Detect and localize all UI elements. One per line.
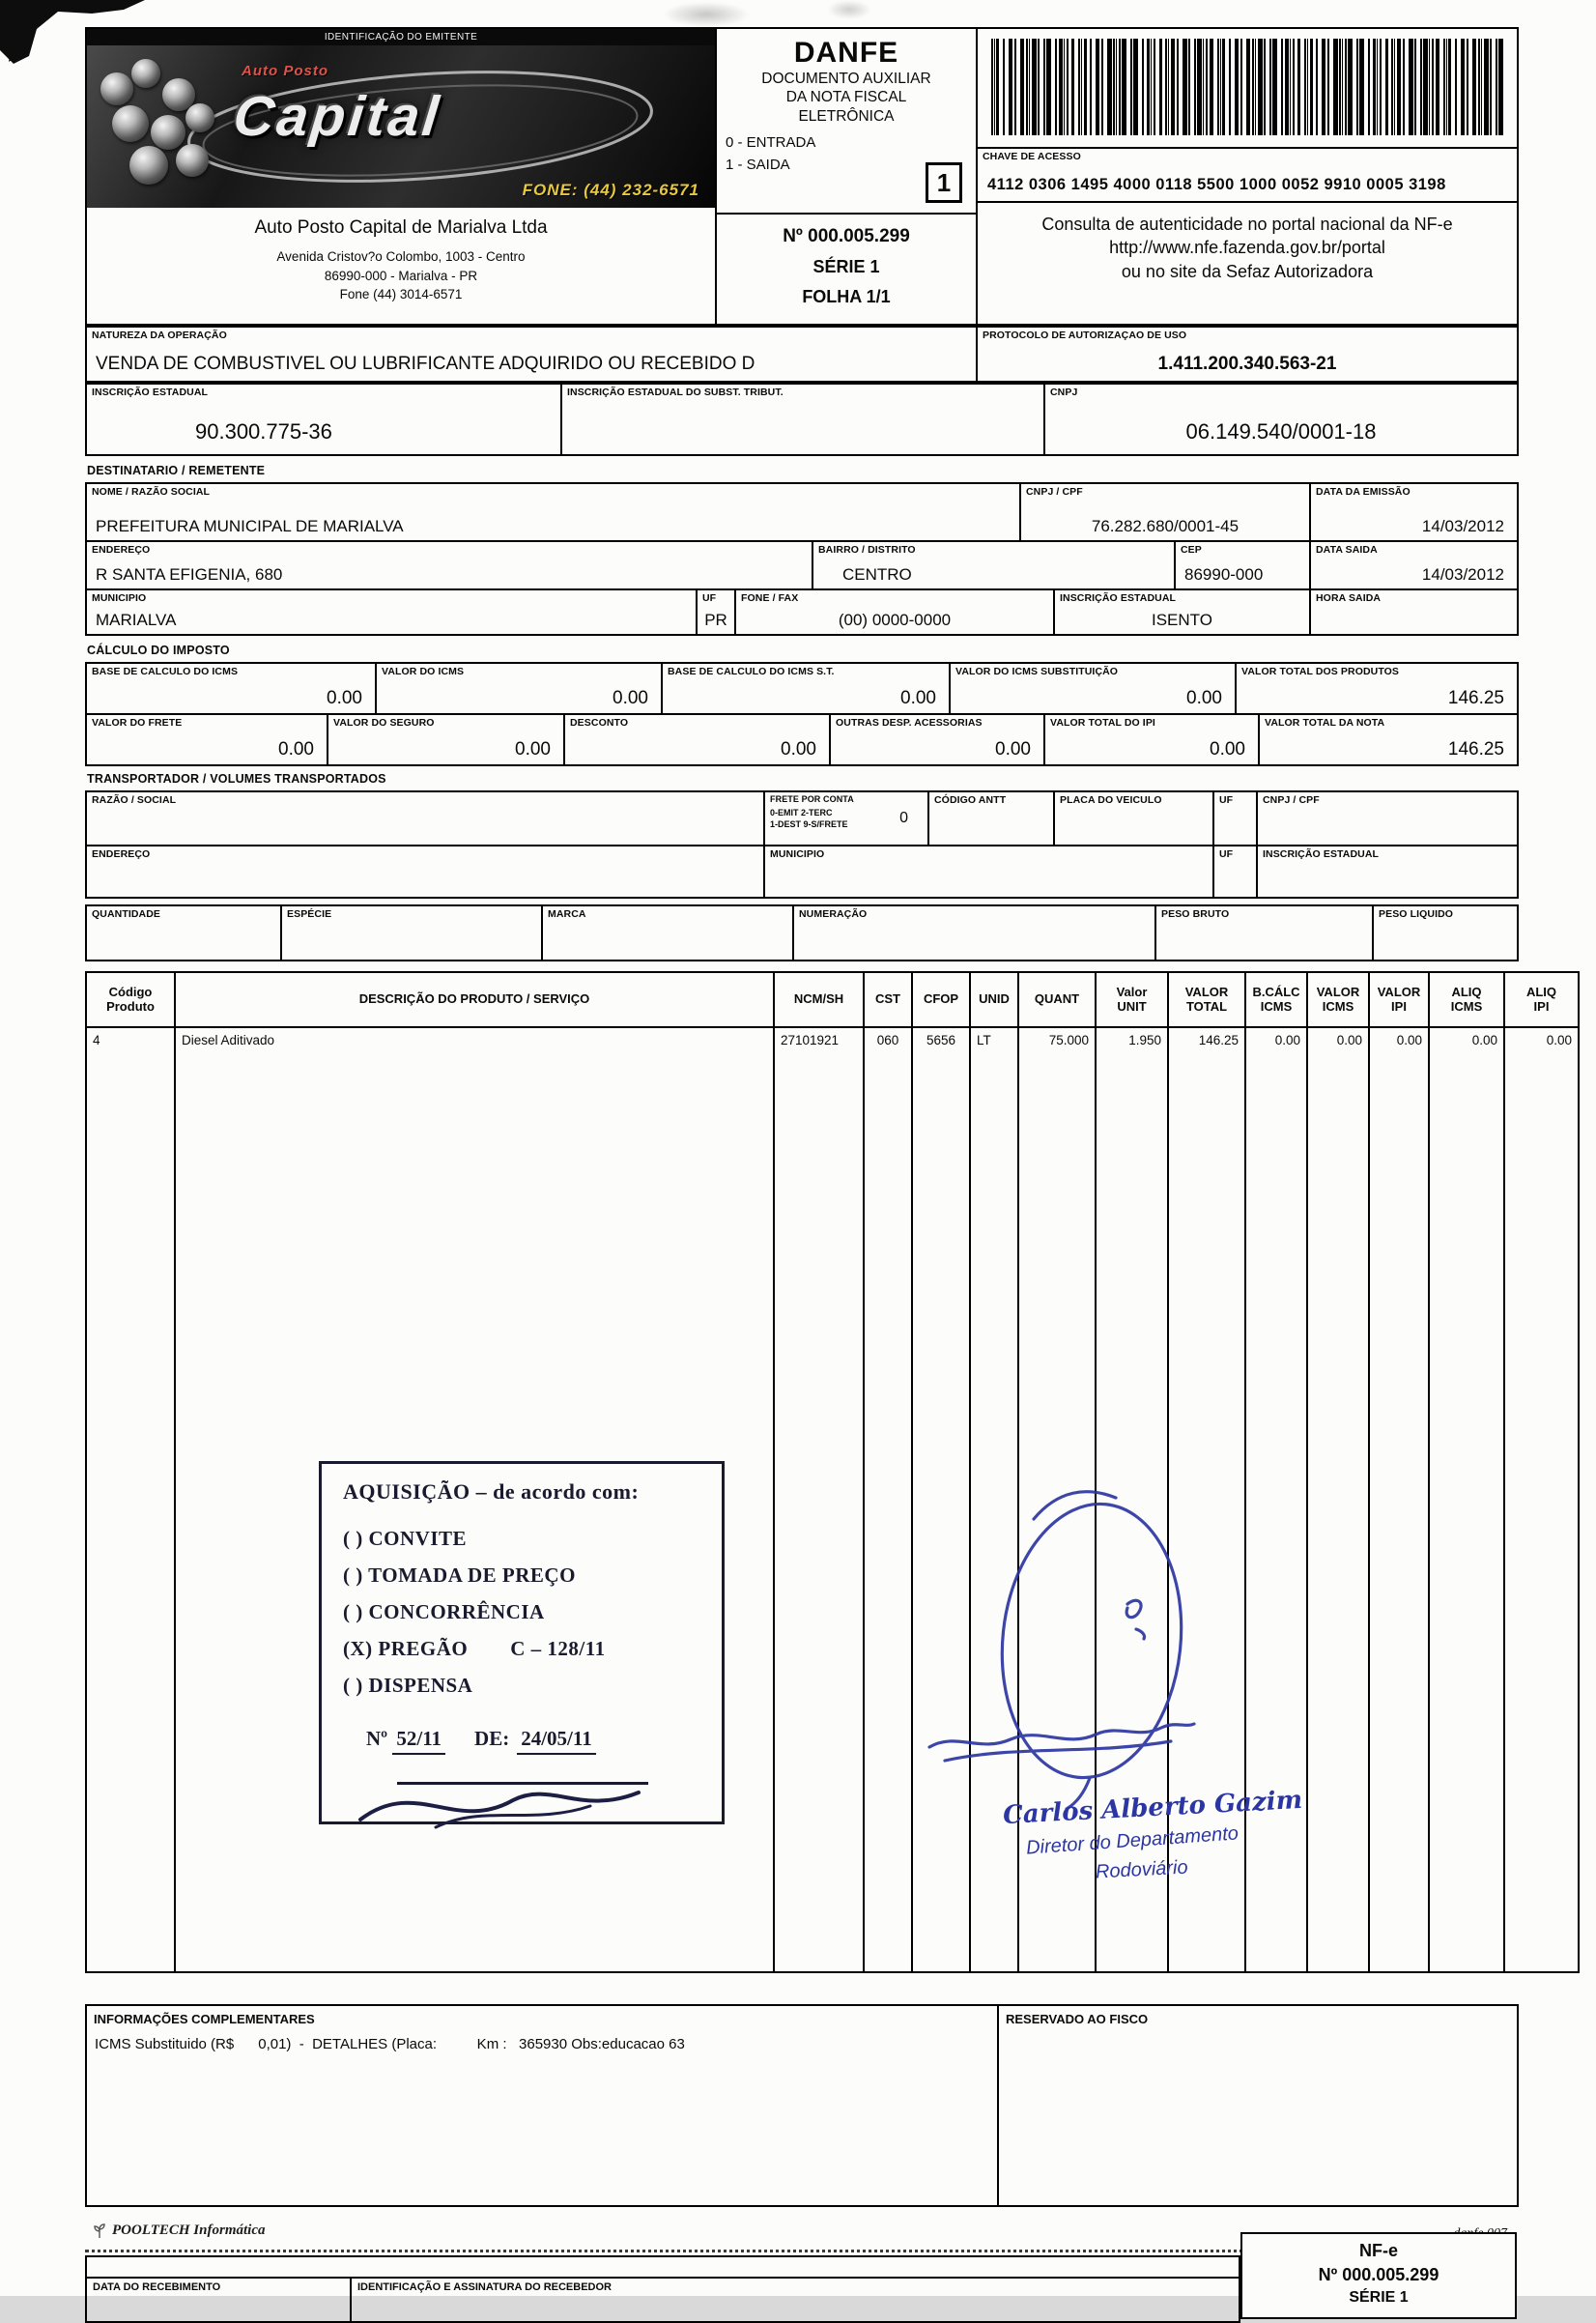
volumes-block <box>85 904 1519 961</box>
header-line: NCM/SH <box>793 991 844 1007</box>
col-header-descricao <box>176 973 775 1028</box>
field-value: 0.00 <box>781 739 816 760</box>
field-label: ESPÉCIE <box>287 908 332 920</box>
col-header-ncm <box>775 973 865 1028</box>
inscricao-estadual-field <box>87 385 562 456</box>
transportador-block <box>85 790 1519 899</box>
scan-smudge <box>663 2 750 27</box>
imposto-block <box>85 662 1519 766</box>
logo-wordmark: Capital <box>230 85 444 148</box>
header-line: ICMS <box>1450 998 1483 1014</box>
informacoes-complementares-text: ICMS Substituido (R$ 0,01) - DETALHES (Placa: Km : 365930 Obs:educacao 63 <box>95 2036 685 2052</box>
header-line: IPI <box>1391 998 1407 1014</box>
danfe-box <box>717 29 978 326</box>
stamp-items <box>343 1520 700 1704</box>
field-label: PROTOCOLO DE AUTORIZAÇAO DE USO <box>983 330 1187 341</box>
field-label: VALOR DO SEGURO <box>333 717 435 729</box>
procurement-stamp <box>319 1461 725 1824</box>
acesso-box <box>978 29 1519 326</box>
reservado-fisco-box <box>999 2006 1519 2207</box>
imposto-field <box>565 715 831 766</box>
field-label: HORA SAIDA <box>1316 592 1382 604</box>
header-line: ICMS <box>1322 998 1354 1014</box>
imposto-field <box>328 715 565 766</box>
field-value: VENDA DE COMBUSTIVEL OU LUBRIFICANTE ADQUIRIDO OU RECEBIDO D <box>96 354 755 374</box>
stamp-num-value: 52/11 <box>392 1727 445 1755</box>
saida-label: 1 - SAIDA <box>726 157 790 174</box>
field-label: FONE / FAX <box>741 592 799 604</box>
field-label: ENDEREÇO <box>92 544 151 556</box>
field-value: 0.00 <box>278 739 314 760</box>
field-label: QUANTIDADE <box>92 908 160 920</box>
field-label: ENDEREÇO <box>92 848 151 860</box>
header-line: CFOP <box>923 991 959 1007</box>
field-label: INSCRIÇÃO ESTADUAL <box>92 387 209 398</box>
cell-valor-total: 146.25 <box>1169 1028 1246 1973</box>
logo-ball <box>131 59 160 88</box>
field-label: CNPJ <box>1050 387 1078 398</box>
bairro-field <box>813 542 1176 590</box>
informacoes-complementares-box <box>87 2006 999 2207</box>
logo-ball <box>129 146 168 185</box>
stamp-item-pregao <box>343 1630 700 1667</box>
nfe-folha: FOLHA 1/1 <box>802 287 891 306</box>
company-name: Auto Posto Capital de Marialva Ltda <box>254 217 548 238</box>
field-value: 0.00 <box>327 688 362 708</box>
field-label: VALOR DO FRETE <box>92 717 183 729</box>
signature-role-line: Rodoviário <box>1095 1856 1189 1883</box>
field-label: UF <box>1219 794 1234 806</box>
col-header-bcalc-icms <box>1246 973 1308 1028</box>
imposto-field <box>1237 664 1519 715</box>
company-address-line: Avenida Cristov?o Colombo, 1003 - Centro <box>276 249 526 264</box>
imposto-field <box>951 664 1237 715</box>
header-line: ALIQ <box>1525 984 1557 999</box>
emitente-box <box>87 29 717 326</box>
logo-brand-prefix: Auto Posto <box>242 63 328 79</box>
field-label: PLACA DO VEICULO <box>1060 794 1162 806</box>
hora-saida-field <box>1311 590 1519 636</box>
field-label: BASE DE CALCULO DO ICMS <box>92 666 239 677</box>
destinatario-block <box>85 482 1519 636</box>
municipio-field <box>87 590 698 636</box>
header-line: TOTAL <box>1185 998 1228 1014</box>
danfe-subtitle: DOCUMENTO AUXILIAR <box>761 71 931 87</box>
stamp-title: AQUISIÇÃO – de acordo com: <box>343 1479 640 1504</box>
field-label: MUNICIPIO <box>92 592 147 604</box>
field-value: 14/03/2012 <box>1421 565 1504 584</box>
nfe-number: Nº 000.005.299 <box>783 226 910 246</box>
header-line: UNIT <box>1117 998 1147 1014</box>
cell-aliq-icms: 0.00 <box>1430 1028 1505 1973</box>
entrada-saida-legend <box>726 131 815 177</box>
header-line: VALOR <box>1377 984 1421 999</box>
stamp-signature-scribble <box>349 1771 677 1849</box>
cell-quant: 75.000 <box>1019 1028 1097 1973</box>
field-value: 90.300.775-36 <box>195 419 332 444</box>
col-header-cfop <box>913 973 971 1028</box>
imposto-field <box>831 715 1045 766</box>
header-line: CST <box>875 991 900 1007</box>
field-label: PESO LIQUIDO <box>1379 908 1454 920</box>
stub-nfe-number: Nº 000.005.299 <box>1318 2265 1439 2284</box>
field-label: BASE DE CALCULO DO ICMS S.T. <box>668 666 835 677</box>
stub-nfe-box <box>1240 2232 1517 2319</box>
stamp-item: ( ) DISPENSA <box>343 1674 473 1697</box>
peso-bruto-field <box>1156 906 1374 961</box>
col-header-codigo <box>87 973 176 1028</box>
field-label: UF <box>1219 848 1234 860</box>
stamp-de-label: DE: <box>474 1727 510 1750</box>
danfe-header <box>717 29 976 215</box>
field-value: 76.282.680/0001-45 <box>1091 517 1240 535</box>
field-label: NOME / RAZÃO SOCIAL <box>92 486 211 498</box>
field-label: INSCRIÇÃO ESTADUAL DO SUBST. TRIBUT. <box>567 387 784 398</box>
tipo-operacao-box: 1 <box>926 162 962 203</box>
field-value: ISENTO <box>1152 611 1212 629</box>
field-label: INSCRIÇÃO ESTADUAL <box>1060 592 1177 604</box>
identificacao-recebedor-field <box>352 2279 1239 2321</box>
field-label: CHAVE DE ACESSO <box>983 151 1081 162</box>
col-header-unid <box>971 973 1019 1028</box>
field-value: 0.00 <box>1210 739 1245 760</box>
col-header-valor-total <box>1169 973 1246 1028</box>
endereco-field <box>87 542 813 590</box>
cell-bcalc-icms: 0.00 <box>1246 1028 1308 1973</box>
col-header-valor-unit <box>1097 973 1169 1028</box>
entrada-label: 0 - ENTRADA <box>726 134 816 151</box>
software-credit-text: POOLTECH Informática <box>112 2223 266 2238</box>
placa-veiculo-field <box>1055 792 1214 846</box>
field-value: 0.00 <box>515 739 551 760</box>
inscricao-destinatario-field <box>1055 590 1311 636</box>
header-line: Código <box>108 984 153 999</box>
field-value: (00) 0000-0000 <box>838 611 952 629</box>
stub-nfe-label: NF-e <box>1359 2241 1398 2260</box>
consulta-autenticidade <box>978 203 1517 283</box>
data-emissao-field <box>1311 484 1519 542</box>
field-label: DATA DO RECEBIMENTO <box>93 2281 221 2293</box>
marca-field <box>543 906 794 961</box>
col-header-aliq-icms <box>1430 973 1505 1028</box>
frete-options <box>770 807 848 830</box>
nome-razao-field <box>87 484 1021 542</box>
danfe-number-block <box>717 215 976 307</box>
field-value: 0.00 <box>900 688 936 708</box>
danfe-title: DANFE <box>793 37 899 69</box>
field-value: 0 <box>899 810 908 826</box>
section-destinatario: DESTINATARIO / REMETENTE <box>87 464 266 477</box>
logo-ball <box>112 105 149 142</box>
natureza-block <box>85 326 1519 383</box>
signature-role-line: Diretor do Departamento <box>1025 1822 1240 1859</box>
field-value: 0.00 <box>995 739 1031 760</box>
frete-option-line: 1-DEST 9-S/FRETE <box>770 819 848 830</box>
cell-cfop: 5656 <box>913 1028 971 1973</box>
col-header-aliq-ipi <box>1505 973 1580 1028</box>
header-line: VALOR <box>1184 984 1229 999</box>
natureza-operacao-field <box>87 328 978 383</box>
header-line: VALOR <box>1316 984 1360 999</box>
cell-descricao: Diesel Aditivado <box>176 1028 775 1973</box>
header-line: Produto <box>106 998 155 1014</box>
stub-nfe-serie: SÉRIE 1 <box>1349 2289 1409 2306</box>
stamp-item: ( ) CONVITE <box>343 1527 468 1550</box>
field-label: VALOR TOTAL DO IPI <box>1050 717 1155 729</box>
cell-aliq-ipi: 0.00 <box>1505 1028 1580 1973</box>
logo-ball <box>176 144 209 177</box>
dados-adicionais-block <box>85 2004 1519 2207</box>
barcode-area <box>978 29 1517 147</box>
frete-por-conta-field <box>765 792 929 846</box>
codigo-antt-field <box>929 792 1055 846</box>
section-imposto: CÁLCULO DO IMPOSTO <box>87 644 230 657</box>
uf2-transportador-field <box>1214 846 1258 899</box>
field-label: NATUREZA DA OPERAÇÃO <box>92 330 227 341</box>
quantidade-field <box>87 906 282 961</box>
col-header-cst <box>865 973 913 1028</box>
field-value: MARIALVA <box>96 611 177 629</box>
emitente-info <box>87 208 715 304</box>
endereco-transportador-field <box>87 846 765 899</box>
receipt-stub-blank <box>87 2257 1239 2279</box>
field-value: PR <box>704 611 727 629</box>
scan-smudge <box>827 0 871 19</box>
stamp-number-line <box>366 1727 700 1755</box>
field-label: MUNICIPIO <box>770 848 825 860</box>
consulta-line: ou no site da Sefaz Autorizadora <box>1121 261 1374 281</box>
cell-valor-unit: 1.950 <box>1097 1028 1169 1973</box>
stamp-item: (X) PREGÃO <box>343 1637 469 1660</box>
field-value: 14/03/2012 <box>1421 517 1504 535</box>
field-label: OUTRAS DESP. ACESSORIAS <box>836 717 983 729</box>
field-label: VALOR TOTAL DOS PRODUTOS <box>1241 666 1400 677</box>
header-line: UNID <box>979 991 1010 1007</box>
logo-ball <box>100 72 133 105</box>
cell-valor-ipi: 0.00 <box>1370 1028 1430 1973</box>
data-saida-field <box>1311 542 1519 590</box>
especie-field <box>282 906 543 961</box>
field-label: DATA SAIDA <box>1316 544 1378 556</box>
cell-unid: LT <box>971 1028 1019 1973</box>
data-recebimento-field <box>87 2279 352 2321</box>
numeracao-field <box>794 906 1156 961</box>
header-line: ICMS <box>1260 998 1293 1014</box>
inscricao-block <box>85 383 1519 456</box>
frete-option-line: 0-EMIT 2-TERC <box>770 808 833 817</box>
field-value: 0.00 <box>1186 688 1222 708</box>
signature-strokes <box>889 1430 1411 1933</box>
header-line: IPI <box>1533 998 1550 1014</box>
field-label: IDENTIFICAÇÃO E ASSINATURA DO RECEBEDOR <box>357 2281 612 2293</box>
logo-ball <box>185 103 214 132</box>
field-value: 06.149.540/0001-18 <box>1185 419 1377 444</box>
field-value: 1.411.200.340.563-21 <box>1157 354 1337 374</box>
field-value: 146.25 <box>1447 739 1504 760</box>
barcode <box>991 39 1503 135</box>
header-line: QUANT <box>1034 991 1080 1007</box>
cell-cst: 060 <box>865 1028 913 1973</box>
field-value: 146.25 <box>1447 688 1504 708</box>
cell-valor-icms: 0.00 <box>1308 1028 1370 1973</box>
signature-name: Carlos Alberto Gazim <box>1002 1785 1303 1831</box>
imposto-field <box>377 664 663 715</box>
field-label: INSCRIÇÃO ESTADUAL <box>1263 848 1380 860</box>
field-label: NUMERAÇÃO <box>799 908 868 920</box>
cnpj-emitente-field <box>1045 385 1519 456</box>
stamp-date-value: 24/05/11 <box>517 1727 596 1755</box>
header-line: ALIQ <box>1451 984 1482 999</box>
razao-social-field <box>87 792 765 846</box>
cnpj-transportador-field <box>1258 792 1519 846</box>
header-line: Valor <box>1116 984 1148 999</box>
consulta-line: Consulta de autenticidade no portal nacional da NF-e <box>1041 215 1453 234</box>
field-label: VALOR DO ICMS SUBSTITUIÇÃO <box>955 666 1119 677</box>
field-value: 0.00 <box>613 688 648 708</box>
danfe-subtitle: DA NOTA FISCAL <box>785 89 907 106</box>
field-label: DESCONTO <box>570 717 629 729</box>
chave-acesso-value: 4112 0306 1495 4000 0118 5500 1000 0052 9910 0005 3198 <box>987 176 1446 193</box>
logo-ball <box>151 115 185 150</box>
inscricao-subst-field <box>562 385 1045 456</box>
products-header-row <box>87 973 1580 1028</box>
stamp-num-label: Nº <box>366 1727 388 1750</box>
field-label: VALOR DO ICMS <box>382 666 465 677</box>
stamp-pregao-code: C – 128/11 <box>510 1637 606 1660</box>
field-label: BAIRRO / DISTRITO <box>818 544 916 556</box>
field-label: MARCA <box>548 908 586 920</box>
field-label: CÓDIGO ANTT <box>934 794 1007 806</box>
imposto-field <box>87 715 328 766</box>
signature <box>889 1430 1411 1933</box>
field-label: CNPJ / CPF <box>1026 486 1083 498</box>
col-header-valor-icms <box>1308 973 1370 1028</box>
chave-acesso-field <box>978 147 1517 203</box>
imposto-field <box>1045 715 1260 766</box>
stamp-item: ( ) TOMADA DE PREÇO <box>343 1563 576 1587</box>
imposto-field <box>1260 715 1519 766</box>
receipt-stub <box>85 2255 1240 2323</box>
field-value: CENTRO <box>842 565 912 584</box>
field-value: 86990-000 <box>1184 565 1264 584</box>
section-transportador: TRANSPORTADOR / VOLUMES TRANSPORTADOS <box>87 772 386 786</box>
peso-liquido-field <box>1374 906 1519 961</box>
logo-phone: FONE: (44) 232-6571 <box>522 181 699 199</box>
field-label: CEP <box>1181 544 1202 556</box>
field-label: INFORMAÇÕES COMPLEMENTARES <box>94 2012 315 2026</box>
col-header-quant <box>1019 973 1097 1028</box>
field-value: R SANTA EFIGENIA, 680 <box>96 565 283 584</box>
imposto-field <box>87 664 377 715</box>
receipt-stub-labels <box>87 2279 1239 2321</box>
imposto-field <box>663 664 951 715</box>
company-phone: Fone (44) 3014-6571 <box>339 287 463 302</box>
cell-ncm: 27101921 <box>775 1028 865 1973</box>
header-line: DESCRIÇÃO DO PRODUTO / SERVIÇO <box>358 991 590 1007</box>
pooltech-icon <box>93 2223 106 2239</box>
fone-fax-field <box>736 590 1055 636</box>
nfe-serie: SÉRIE 1 <box>812 257 880 276</box>
danfe-subtitle: ELETRÔNICA <box>798 107 895 125</box>
consulta-url: http://www.nfe.fazenda.gov.br/portal <box>1109 238 1385 258</box>
emitente-section-label: IDENTIFICAÇÃO DO EMITENTE <box>87 29 715 45</box>
emitente-logo <box>87 29 715 208</box>
field-label: DATA DA EMISSÃO <box>1316 486 1411 498</box>
field-label: RESERVADO AO FISCO <box>1006 2012 1149 2026</box>
col-header-valor-ipi <box>1370 973 1430 1028</box>
inscricao-transportador-field <box>1258 846 1519 899</box>
stamp-item: ( ) CONCORRÊNCIA <box>343 1600 545 1623</box>
uf-transportador-field <box>1214 792 1258 846</box>
field-label: UF <box>702 592 717 604</box>
field-label: PESO BRUTO <box>1161 908 1230 920</box>
uf-field <box>698 590 736 636</box>
field-label: RAZÃO / SOCIAL <box>92 794 177 806</box>
logo-art <box>87 45 715 208</box>
field-label: CNPJ / CPF <box>1263 794 1320 806</box>
cep-field <box>1176 542 1311 590</box>
municipio-transportador-field <box>765 846 1214 899</box>
header-line: B.CÁLC <box>1252 984 1300 999</box>
field-label: FRETE POR CONTA <box>770 794 854 804</box>
cell-codigo: 4 <box>87 1028 176 1973</box>
company-address-line: 86990-000 - Marialva - PR <box>324 268 478 283</box>
cnpj-cpf-field <box>1021 484 1311 542</box>
header-block <box>85 27 1519 326</box>
software-credit <box>93 2223 265 2239</box>
field-label: VALOR TOTAL DA NOTA <box>1265 717 1385 729</box>
protocolo-field <box>978 328 1519 383</box>
field-value: PREFEITURA MUNICIPAL DE MARIALVA <box>96 517 404 535</box>
